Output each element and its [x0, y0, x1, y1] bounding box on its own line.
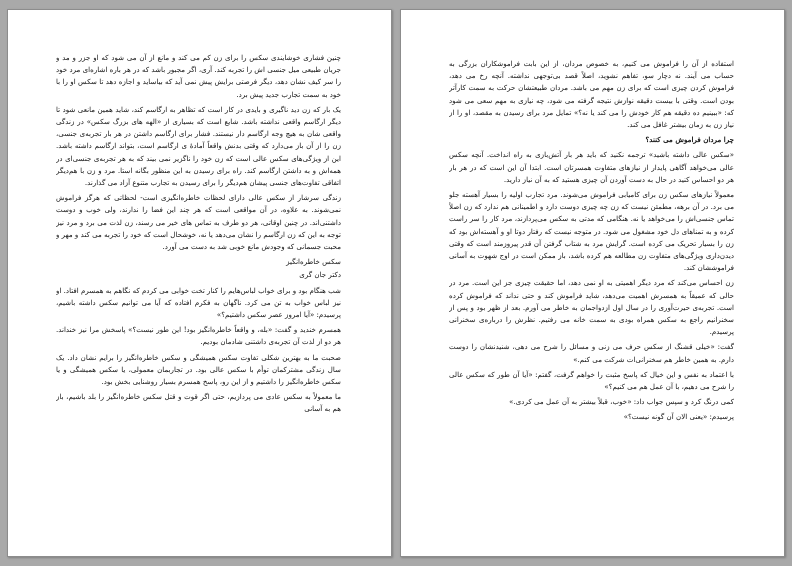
- paragraph: استفاده از آن را فراموش می کنیم، به خصوص مردان، از این بابت فراموشکاران بزرگی به حساب می آیند. نه دچار سو، تفاهم نشوید، اصلاً قصد بی‌توجهی نداشته. آنچه رخ می دهد، فراموش کردن چیزی است که برای زن مهم می باشد. مردان طبیعتشان حرکت به سمت کارآتر بودن است. وقتی با بیست دقیقه نوازش نتیجه گرفته می شود، چه نیازی به مهم سعی می شود که: «ببینیم ده دقیقه هم کار خودش را می کند یا نه؟» تمایل مرد برای رسیدن به مقصد، او را از نیاز زن به زمان بیشتر غافل می کند.: [449, 59, 734, 130]
- paragraph: گفت: «خیلی قشنگ از سکس حرف می زنی و مسائل را شرح می دهی، شنیدنشان را دوست دارم. به همین خاطر هم سخنرانی‌ات شرکت می کنم.»: [449, 342, 734, 364]
- paragraph: با اعتماد به نفس و این خیال که پاسخ مثبت را خواهم گرفت، گفتم: «آیا آن طور که سکس عالی را شرح می دهیم، با آن عمل هم می کنیم؟»: [449, 369, 734, 392]
- paragraph: صحبت ما به بهترین شکلی تفاوت سکس همیشگی و سکس خاطره‌انگیز را برایم نشان داد. یک سال زندگی مشترکمان توأم با سکس عالی بود. در تجاربمان معمولی، یا سکس همیشگی و یا سکس خاطره‌انگیز را داشتیم و از این رو، پاسخ همسرم بسیار روشنایی بخش بود.: [56, 352, 341, 387]
- page-left-body: [56, 52, 341, 526]
- paragraph: زن احساس می‌کند که مرد دیگر اهمیتی به او نمی دهد، اما حقیقت چیزی جز این است. مرد در حالی که عمیقاً به همسرش اهمیت می‌دهد، شاید فراموش کند و حتی نداند که فراموش کرده است. تجربه‌ی حیرت‌آوری را در سال اول ازدواجمان به خاطر می آورم. بعد از ظهر بود و پس از سخنرانیم راجع به سکس همراه بودی به سمت خانه می رفتیم. نظرش را درباره‌ی سخنرانی پرسیدم.: [449, 278, 734, 337]
- paragraph: ما معمولاً به سکس عادی می پردازیم، حتی اگر قوت و قتل سکس خاطره‌انگیز را بلد باشیم، باز هم به آسانی: [56, 392, 341, 414]
- paragraph: کمی درنگ کرد و سپس جواب داد: «خوب، قبلاً بیشتر به آن عمل می کردی.»: [509, 397, 734, 407]
- paragraph: معمولاً نیازهای سکس زن برای کامیابی فراموش می‌شوند. مرد تجارب اولیه را بسیار آهسته جلو می برد. در آن برهه، مطمئن نیست که زن چه چیزی دوست دارد و اطمینانی هم ندارد که زن اصلاً تماس جنسی‌اش را می‌خواهد یا نه. هنگامی که مدتی به سکس می‌پردازند، مرد کار را سر راست کرده و به تمناهای دل خود مشغول می شود. در متوجه نیست که رفتار دوتا او و آهسته‌اش بود که زن را بسیار تحریک می کرده است. گرایش مرد به شتاب گرفتن آن قدر پیروزمند است که وقتی دیدن‌داری ویژگی‌های متفاوت زن مطالعه هم کرده باشد، باز ممکن است در اوج شهوت به آسانی فراموششان کند.: [449, 190, 734, 273]
- page-right-body: [449, 58, 734, 526]
- paragraph: شب هنگام بود و برای خواب لباس‌هایم را کنار تخت خوابی می کردم که نگاهم به همسرم افتاد. او نیز لباس خواب به تن می کرد. ناگهان به فکرم افتاده که آیا می توانیم سکس داشته باشیم، پرسیدم: «آیا امروز عصر سکس داشتیم؟»: [56, 285, 341, 320]
- paragraph: پرسیدم: «یعنی الان آن گونه نیست؟»: [623, 412, 734, 422]
- paragraph: چنین فشاری خوشایندی سکس را برای زن کم می کند و مانع از آن می شود که او جزر و مد و جریان طبیعی میل جنسی اش را تجربه کند. آری، اگر مجبور باشد که در هر باره اشاره‌ای مرد خود را سر کیف نشان دهد، دیگر فرصتی برایش پیش نمی آید که بیاساید و اجازه دهد تا سکس او را با خود به سمت تجارب جدید پیش برد.: [56, 53, 341, 99]
- paragraph: یک بار که زن دید ناگیری و بایدی در کار است که تظاهر به ارگاسم کند، شاید همین مانعی شود تا دیگر ارگاسم واقعی نداشته باشد. شایع است که بسیاری از «الهه های بزرگ سکس» در زندگی واقعی شان به هیچ وجه ارگاسم دار نیستند. فشار برای ارگاسم داشتن در هر بار تجربه‌ی جنسی، زن را از آن باز می‌دارد که وقتی بدنش واقعاً آمادهٔ ی ارگاسم است، بتواند ارگاسم داشته باشد. این از ویژگی‌های سکس عالی است که زن خود را ناگزیر نمی بیند که به هر تجربه‌ی جنسی‌ای در همه‌اش و به داشتن ارگاسم کند. راه برای رسیدن به این منظور بگانه استا. مرد و زن با هم‌دیگر اتفاقی تفاوت‌های جنسی پیشان هم‌دیگر را برای رسیدن به تجارب متنوع آزاد می گذارند.: [56, 104, 341, 188]
- paragraph: زندگی سرشار از سکس عالی دارای لحظات خاطره‌انگیزی است- لحظاتی که هرگز فراموش نمی‌شوند. به علاوه، در آن مواقعی است که هر چند این فضا را ندارند، ولی خوب و دوست داشتنی‌اند. در چنین اوقاتی، هر دو طرف به تماس های خیر می رسند، زن لذت می برد و مرد نیز توجه به این که زن ارگاسم را نشان می‌دهد یا نه، خوشحال است که خود را تجربه می کند و مهر و محبت جسمانی که وجودش مانع خوبی شد به دست می آورد.: [56, 193, 341, 252]
- section-heading: چرا مردان فراموش می کنند؟: [645, 135, 734, 145]
- paragraph: «سکس عالی داشته باشید» ترجمه نکنید که باید هر بار آتش‌بازی به راه انداخت. آنچه سکس عالی می‌خواهد آگاهی پایدار از نیازهای متفاوت همسرتان است. ابتدا آن این است که در هر بار هر دو احساس کنید در حال به دست آوردن آن چیزی هستید که به آن نیاز دارید.: [449, 150, 734, 184]
- page-right: [400, 9, 785, 557]
- section-heading: سکس خاطره‌انگیز: [286, 257, 341, 267]
- paragraph: همسرم خندید و گفت: «بله، و واقعاً خاطره‌انگیز بود! این طور نیست؟» پاسخش مرا نیز خنداند. هر دو از لذت آن تجربه‌ی داشتنی شادمان بودیم.: [56, 325, 341, 347]
- author-name: دکتر جان گری: [299, 270, 341, 280]
- page-left: [7, 9, 392, 557]
